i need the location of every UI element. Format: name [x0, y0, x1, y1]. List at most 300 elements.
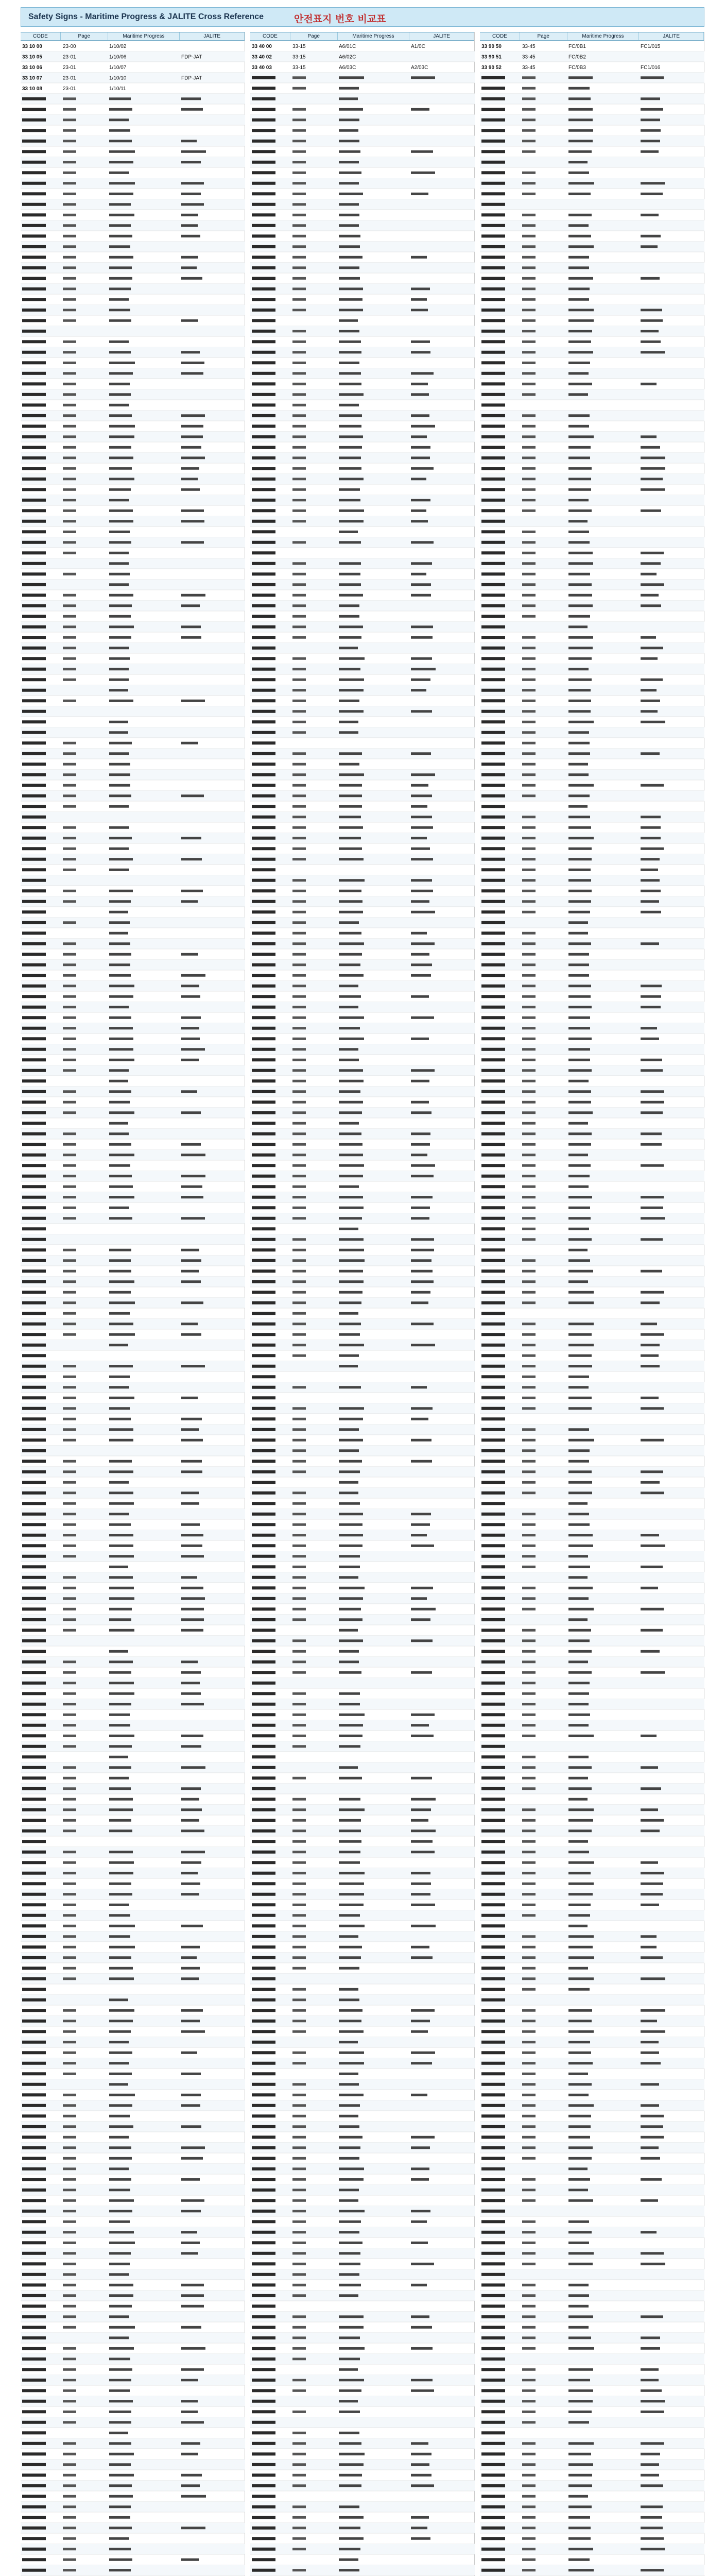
- document-header: [21, 7, 704, 27]
- code-cell-ink: [22, 2252, 46, 2255]
- code-cell-ink: [22, 161, 46, 164]
- code-cell-ink: [22, 2125, 46, 2128]
- maritime-cell-ink: [109, 1629, 134, 1632]
- page-cell-ink: [292, 1956, 306, 1959]
- jalite-cell-ink: [641, 129, 661, 132]
- jalite-cell-ink: [181, 2210, 201, 2212]
- page-cell-ink: [63, 108, 76, 111]
- page-cell-ink: [63, 995, 76, 998]
- code-cell-ink: [252, 921, 275, 924]
- maritime-cell-ink: [109, 1407, 130, 1410]
- code-cell-ink: [22, 1333, 46, 1336]
- jalite-cell-ink: [411, 1154, 427, 1156]
- maritime-cell-ink: [109, 1333, 135, 1336]
- maritime-cell-ink: [568, 2052, 591, 2054]
- jalite-cell-ink: [181, 2020, 200, 2022]
- page-cell-ink: [292, 1016, 306, 1019]
- row-band: [480, 2227, 704, 2238]
- page-cell-ink: [522, 2347, 536, 2350]
- code-cell-ink: [22, 974, 46, 977]
- page-cell-ink: [292, 1069, 306, 1072]
- code-cell-ink: [481, 2442, 505, 2445]
- page-cell-ink: [292, 1777, 306, 1780]
- jalite-cell-ink: [641, 1566, 663, 1568]
- maritime-cell-ink: [339, 700, 359, 702]
- code-cell-ink: [252, 1323, 275, 1326]
- row-band: [480, 1023, 704, 1034]
- code-cell-ink: [481, 499, 505, 502]
- code-cell-ink: [481, 467, 505, 470]
- code-cell-ink: [22, 1745, 46, 1748]
- code-cell-ink: [252, 731, 275, 734]
- maritime-cell-ink: [339, 319, 358, 322]
- page-cell-ink: [292, 1883, 306, 1885]
- jalite-cell-ink: [411, 1851, 435, 1853]
- maritime-cell-ink: [568, 604, 593, 607]
- maritime-cell-ink: [568, 309, 594, 311]
- page-cell-ink: [292, 2273, 306, 2276]
- code-cell-ink: [252, 467, 275, 470]
- code-cell-ink: [22, 1565, 46, 1568]
- maritime-cell-ink: [339, 1111, 362, 1114]
- code-cell-ink: [252, 1650, 275, 1653]
- code-cell-ink: [481, 1555, 505, 1558]
- code-cell-ink: [481, 2495, 505, 2498]
- maritime-cell-ink: [339, 172, 361, 174]
- page-cell-ink: [292, 921, 306, 924]
- jalite-cell-ink: [411, 2094, 427, 2096]
- code-cell-ink: [252, 1386, 275, 1389]
- code-cell-ink: [252, 2463, 275, 2466]
- code-cell-ink: [481, 1396, 505, 1399]
- page-cell-ink: [292, 911, 306, 913]
- row-band: [21, 643, 245, 654]
- row-band: [250, 537, 475, 548]
- page-cell-ink: [522, 2379, 536, 2381]
- jalite-cell-ink: [411, 446, 430, 449]
- code-cell-ink: [252, 583, 275, 586]
- jalite-cell-ink: [411, 372, 434, 375]
- page-cell-ink: [292, 118, 306, 121]
- page-cell-ink: [522, 2178, 536, 2181]
- page-cell-ink: [522, 1280, 536, 1283]
- page-cell-ink: [292, 256, 306, 259]
- maritime-cell-ink: [109, 2379, 131, 2381]
- jalite-cell-ink: [641, 1196, 664, 1198]
- code-cell-ink: [481, 1713, 505, 1716]
- row-band: [250, 2143, 475, 2154]
- row-band: [480, 1382, 704, 1393]
- row-band: [480, 685, 704, 696]
- page-cell-ink: [63, 1386, 76, 1388]
- maritime-cell-ink: [568, 1164, 591, 1167]
- page-cell-ink: [292, 826, 306, 829]
- page-cell-ink: [63, 953, 76, 956]
- maritime-cell-ink: [109, 488, 131, 491]
- maritime-cell-ink: [568, 383, 592, 385]
- row-band: [21, 1213, 245, 1224]
- page-cell-ink: [522, 383, 536, 385]
- jalite-cell-ink: [641, 2030, 665, 2033]
- jalite-cell-ink: [641, 837, 661, 839]
- code-cell-ink: [22, 1956, 46, 1959]
- jalite-cell-ink: [181, 425, 203, 428]
- maritime-cell-ink: [568, 2041, 590, 2043]
- page-cell-ink: [63, 1376, 76, 1378]
- maritime-cell-ink: [109, 837, 132, 839]
- maritime-cell-ink: [568, 784, 594, 787]
- maritime-cell-ink: [339, 1164, 364, 1167]
- code-cell-ink: [481, 1492, 505, 1495]
- row-band: [21, 749, 245, 759]
- code-cell-ink: [252, 2093, 275, 2096]
- code-cell-ink: [252, 330, 275, 333]
- page-cell-ink: [522, 541, 536, 544]
- code-cell-ink: [22, 277, 46, 280]
- jalite-cell-ink: [641, 2146, 659, 2149]
- page-cell-ink: [292, 784, 306, 787]
- jalite-cell-ink: [411, 805, 427, 808]
- code-cell-ink: [481, 805, 505, 808]
- page-cell-ink: [292, 1207, 306, 1209]
- page-cell-ink: [63, 573, 76, 575]
- code-cell-ink: [252, 1861, 275, 1864]
- jalite-cell-ink: [411, 1164, 435, 1167]
- page-cell-ink: [63, 2210, 76, 2212]
- code-cell-ink: [481, 1787, 505, 1790]
- code-cell-ink: [481, 1132, 505, 1136]
- maritime-cell-ink: [109, 2569, 131, 2571]
- jalite-cell-ink: [181, 2442, 200, 2445]
- code-cell-ink: [22, 1671, 46, 1674]
- code-cell-ink: [252, 1766, 275, 1769]
- code-cell-ink: [481, 1365, 505, 1368]
- code-cell-ink: [22, 530, 46, 533]
- maritime-cell-ink: [109, 1967, 133, 1970]
- code-cell-ink: [252, 2326, 275, 2329]
- maritime-cell-ink: [568, 1059, 590, 1061]
- row-band: [21, 2481, 245, 2492]
- code-cell-ink: [252, 1734, 275, 1737]
- code-cell-ink: [252, 2199, 275, 2202]
- page-cell-ink: [63, 1196, 76, 1198]
- maritime-cell-ink: [109, 467, 132, 470]
- row-band: [21, 791, 245, 802]
- maritime-cell-ink: [568, 985, 591, 987]
- code-cell-ink: [22, 1893, 46, 1896]
- maritime-cell-ink: [109, 1038, 133, 1040]
- jalite-cell-ink: [641, 1872, 664, 1874]
- maritime-cell-ink: [568, 1397, 592, 1399]
- maritime-cell-ink: [109, 2115, 130, 2117]
- page-cell-ink: [63, 625, 76, 628]
- maritime-cell-ink: [109, 161, 133, 163]
- maritime-cell-ink: [568, 277, 593, 280]
- page-cell-ink: [522, 2284, 536, 2286]
- page-cell-ink: [292, 2569, 306, 2571]
- page-cell-ink: [292, 2548, 306, 2550]
- maritime-cell-ink: [109, 942, 130, 945]
- maritime-cell-ink: [568, 2062, 593, 2064]
- page-cell-ink: [63, 2315, 76, 2318]
- jalite-cell-ink: [641, 816, 661, 818]
- maritime-cell-ink: [568, 2411, 592, 2413]
- maritime-cell-ink: [339, 1851, 360, 1853]
- maritime-cell-ink: [568, 2463, 593, 2466]
- page-cell-ink: [522, 615, 536, 618]
- page-cell-ink: [292, 773, 306, 776]
- page-cell-ink: [522, 2548, 536, 2550]
- jalite-cell-ink: [181, 1470, 202, 1473]
- maritime-cell-ink: [109, 2199, 134, 2202]
- code-cell-ink: [22, 2548, 46, 2551]
- code-cell-ink: [22, 805, 46, 808]
- page-cell-ink: [63, 1893, 76, 1895]
- page-cell-ink: [63, 1977, 76, 1980]
- page-cell-ink: [292, 456, 306, 459]
- code-cell-ink: [481, 1924, 505, 1927]
- code-cell-ink: [22, 1967, 46, 1970]
- page-cell-ink: [63, 1069, 76, 1072]
- code-cell-ink: [481, 699, 505, 702]
- maritime-cell-ink: [568, 1132, 592, 1135]
- page-cell-ink: [522, 1660, 536, 1663]
- column-header-code: CODE: [250, 32, 290, 40]
- maritime-cell-ink: [109, 1714, 130, 1716]
- code-cell-ink: [252, 657, 275, 660]
- code-cell-ink: [252, 403, 275, 406]
- code-cell-ink: [481, 2527, 505, 2530]
- page-cell-ink: [63, 193, 76, 195]
- code-cell-ink: [481, 1766, 505, 1769]
- code-cell-ink: [252, 446, 275, 449]
- jalite-cell-ink: [641, 1470, 663, 1473]
- page-cell-ink: [292, 1735, 306, 1737]
- code-cell-ink: [22, 1513, 46, 1516]
- maritime-cell-ink: [568, 562, 593, 565]
- code-cell-ink: [22, 1090, 46, 1093]
- maritime-cell-ink: [339, 921, 359, 924]
- maritime-cell-ink: [339, 2094, 364, 2096]
- maritime-cell-ink: [109, 2210, 132, 2212]
- page-cell-ink: [522, 1914, 536, 1917]
- code-cell-ink: [481, 773, 505, 776]
- jalite-cell-ink: [181, 319, 198, 322]
- jalite-cell-ink: [181, 214, 198, 216]
- maritime-cell-ink: [339, 2358, 360, 2360]
- maritime-cell-ink: [568, 689, 591, 691]
- page-cell-ink: [292, 1555, 306, 1557]
- code-cell-ink: [22, 1840, 46, 1843]
- maritime-cell-ink: [568, 1323, 594, 1325]
- row-band: [21, 1403, 245, 1414]
- maritime-cell-ink: [339, 510, 364, 512]
- code-cell-ink: [252, 1840, 275, 1843]
- maritime-cell-ink: [339, 488, 360, 491]
- page-cell-ink: [522, 2505, 536, 2508]
- code-cell-ink: [481, 1639, 505, 1642]
- page-cell-ink: [292, 140, 306, 142]
- code-cell-ink: [22, 2410, 46, 2413]
- page-cell-ink: [522, 1059, 536, 1061]
- maritime-cell-ink: [109, 1470, 133, 1473]
- maritime-cell-ink: [339, 1175, 363, 1177]
- code-cell-ink: [22, 182, 46, 185]
- row-band: [21, 305, 245, 316]
- code-cell-ink: [481, 456, 505, 460]
- row-band: [250, 263, 475, 274]
- maritime-cell-ink: [339, 541, 361, 544]
- page-cell-ink: [63, 1703, 76, 1705]
- page-cell-ink: [292, 1523, 306, 1526]
- maritime-cell-ink: [568, 1207, 590, 1209]
- jalite-cell-ink: [411, 1080, 429, 1082]
- page-cell-ink: [522, 1545, 536, 1547]
- maritime-cell-ink: [109, 478, 134, 480]
- jalite-cell-ink: [641, 1650, 660, 1653]
- code-cell-ink: [22, 435, 46, 438]
- maritime-cell-ink: [568, 214, 592, 216]
- jalite-cell-ink: [641, 858, 660, 860]
- row-band: [250, 1023, 475, 1034]
- jalite-cell-ink: [641, 784, 664, 787]
- code-cell-ink: [22, 1079, 46, 1082]
- code-cell-ink: [481, 2041, 505, 2044]
- maritime-cell-ink: [568, 510, 592, 512]
- jalite-cell-ink: [411, 1111, 431, 1114]
- code-cell-ink: [22, 1238, 46, 1241]
- page-cell-ink: [292, 1502, 306, 1505]
- code-cell-ink: [22, 478, 46, 481]
- code-cell-ink: [481, 572, 505, 575]
- maritime-cell-ink: [109, 2167, 129, 2170]
- page-cell-ink: [292, 1492, 306, 1494]
- row-band: [480, 1615, 704, 1625]
- code-cell-ink: [481, 2484, 505, 2487]
- page-cell-ink: [292, 837, 306, 839]
- code-cell-ink: [22, 2062, 46, 2065]
- row-band: [21, 1340, 245, 1351]
- maritime-cell-ink: [109, 2484, 132, 2487]
- code-cell-ink: [481, 1988, 505, 1991]
- code-cell-ink: [252, 1460, 275, 1463]
- code-cell-ink: [481, 2379, 505, 2382]
- jalite-cell-ink: [411, 2030, 428, 2033]
- code-cell-ink: [481, 562, 505, 565]
- maritime-cell-ink: [339, 1956, 361, 1959]
- maritime-cell-ink: [339, 752, 362, 755]
- page-cell-ink: [63, 890, 76, 892]
- jalite-cell-ink: [411, 2326, 432, 2329]
- page-cell-ink: [292, 1301, 306, 1304]
- page-cell-ink: [63, 1766, 76, 1769]
- jalite-cell-ink: [411, 1101, 429, 1104]
- code-cell-ink: [22, 1428, 46, 1431]
- row-band: [480, 1425, 704, 1435]
- code-cell-ink: [481, 2114, 505, 2117]
- code-cell-ink: [22, 604, 46, 607]
- code-cell-ink: [22, 1470, 46, 1473]
- row-band: [21, 537, 245, 548]
- code-cell-ink: [22, 467, 46, 470]
- code-cell-ink: [252, 1164, 275, 1167]
- code-cell-ink: [252, 2210, 275, 2213]
- jalite-cell-ink: [411, 1925, 436, 1927]
- maritime-cell-ink: [109, 1185, 133, 1188]
- maritime-cell-ink: [109, 2453, 134, 2455]
- page-cell-ink: [522, 140, 536, 142]
- code-cell-ink: [481, 287, 505, 291]
- page-cell-ink: [522, 752, 536, 755]
- maritime-cell-ink: [339, 2221, 361, 2223]
- jalite-cell-ink: [411, 478, 426, 480]
- code-cell-ink: [22, 1682, 46, 1685]
- maritime-cell-ink: [339, 1344, 364, 1346]
- jalite-cell-ink: [411, 932, 427, 935]
- code-cell-ink: [22, 1069, 46, 1072]
- maritime-cell-ink: [109, 1259, 131, 1262]
- jalite-cell-ink: [641, 235, 661, 238]
- row-band: [480, 2016, 704, 2027]
- maritime-cell-ink: [568, 837, 594, 839]
- code-cell-ink: [481, 636, 505, 639]
- jalite-cell-ink: [641, 478, 663, 480]
- maritime-cell-ink: [568, 1238, 592, 1241]
- page-cell-ink: [522, 245, 536, 248]
- column-header-page: Page: [520, 32, 567, 40]
- page-cell-ink: [522, 837, 536, 839]
- jalite-cell-ink: [411, 1956, 433, 1959]
- jalite-cell-ink: [641, 2516, 662, 2519]
- code-cell-ink: [252, 2114, 275, 2117]
- maritime-cell-ink: [568, 1914, 590, 1917]
- maritime-cell-ink: [339, 2548, 360, 2550]
- page-cell-ink: [63, 2167, 76, 2170]
- jalite-cell-ink: [181, 1587, 203, 1589]
- page-cell-ink: [522, 773, 536, 776]
- maritime-cell-ink: [339, 393, 364, 396]
- row-band: [250, 178, 475, 189]
- maritime-cell-ink: [568, 615, 590, 618]
- code-cell-ink: [481, 1534, 505, 1537]
- row-band: [21, 94, 245, 105]
- maritime-cell-ink: [109, 1164, 130, 1167]
- code-cell-ink: [252, 995, 275, 998]
- maritime-cell-ink: [109, 1502, 134, 1505]
- page-cell-ink: [292, 1006, 306, 1008]
- page-cell-ink: [522, 2083, 536, 2086]
- code-cell-ink: [22, 1776, 46, 1780]
- maritime-cell-ink: [109, 2326, 135, 2329]
- page-cell-ink: [63, 752, 76, 755]
- jalite-cell-ink: [181, 2474, 202, 2477]
- jalite-cell-ink: [641, 2527, 663, 2529]
- page-cell-ink: [63, 900, 76, 903]
- code-cell-ink: [252, 2030, 275, 2033]
- code-cell-ink: [252, 1006, 275, 1009]
- maritime-cell-ink: [339, 2474, 362, 2477]
- page-cell-ink: [63, 214, 76, 216]
- page-cell-ink: [292, 1861, 306, 1864]
- maritime-cell-ink: [568, 869, 591, 871]
- page-cell-ink: [292, 1259, 306, 1262]
- page-cell-ink: [292, 2125, 306, 2128]
- jalite-cell-ink: [181, 1766, 205, 1769]
- page-cell-ink: [522, 647, 536, 649]
- maritime-cell-ink: [339, 2284, 361, 2286]
- row-band: [250, 1847, 475, 1858]
- code-cell-ink: [252, 2400, 275, 2403]
